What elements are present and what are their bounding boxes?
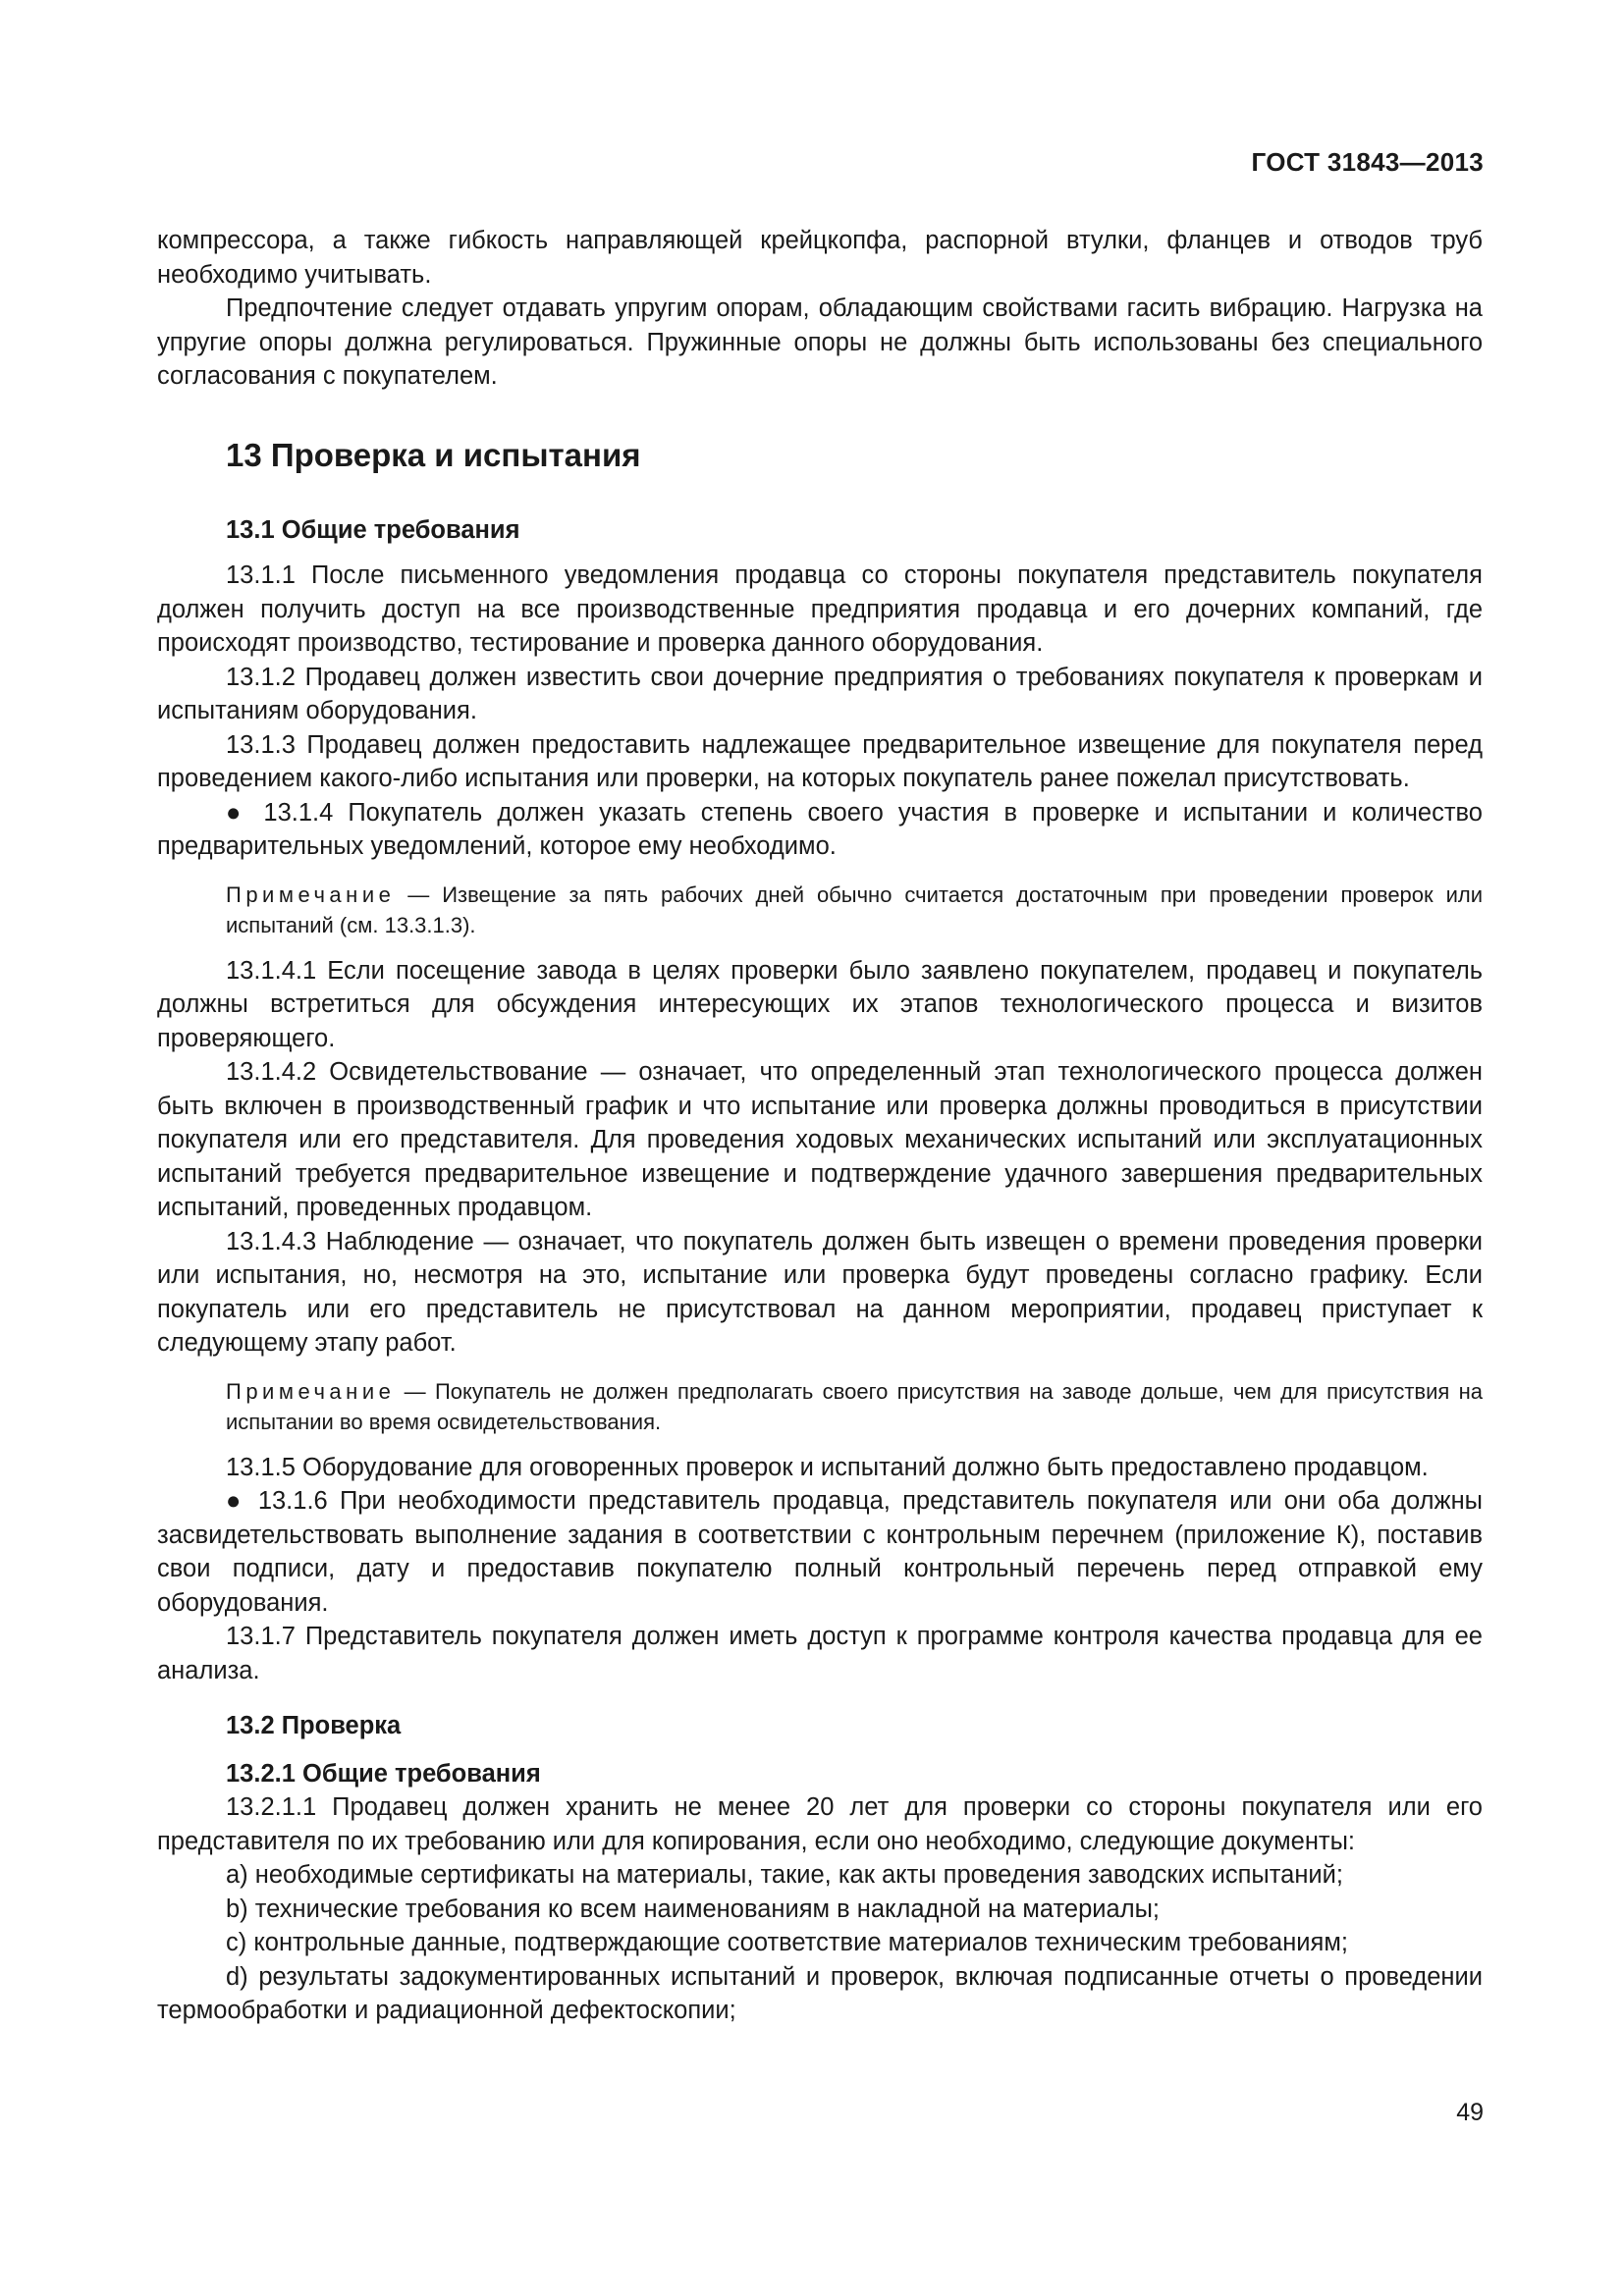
paragraph-13-1-5: 13.1.5 Оборудование для оговоренных проверок и испытаний должно быть предоставлено продавцом. <box>226 1453 1429 1481</box>
paragraph-supports: Предпочтение следует отдавать упругим опорам, обладающим свойствами гасить вибрацию. Нагрузка на упругие опоры должна регулироваться. Пружинные опоры не должны быть использованы без специального согласования с покупателем. <box>157 294 1483 390</box>
standard-header: ГОСТ 31843—2013 <box>1251 147 1484 177</box>
note-1-text: — Извещение за пять рабочих дней обычно считается достаточным при проведении проверок или испытаний (см. 13.3.1.3). <box>226 881 1483 937</box>
list-item-a: a) необходимые сертификаты на материалы, такие, как акты проведения заводских испытаний; <box>226 1861 1343 1889</box>
note-2-lead: Примечание <box>226 1378 396 1404</box>
document-body <box>157 224 1483 2028</box>
subsection-heading-13-2-1: 13.2.1 Общие требования <box>226 1759 541 1788</box>
note-1-lead: Примечание <box>226 881 396 907</box>
list-item-c: c) контрольные данные, подтверждающие соответствие материалов техническим требованиям; <box>226 1929 1348 1956</box>
section-heading-13: 13 Проверка и испытания <box>226 436 641 473</box>
paragraph-13-1-7: 13.1.7 Представитель покупателя должен иметь доступ к программе контроля качества продавца для ее анализа. <box>157 1623 1483 1684</box>
paragraph-13-1-3: 13.1.3 Продавец должен предоставить надлежащее предварительное извещение для покупателя перед проведением какого-либо испытания или проверки, на которых покупатель ранее пожелал присутствовать. <box>157 730 1483 792</box>
note-2 <box>157 1376 1483 1437</box>
paragraph-13-1-4: ● 13.1.4 Покупатель должен указать степень своего участия в проверке и испытании и количество предварительных уведомлений, которое ему необходимо. <box>157 798 1483 860</box>
paragraph-continuation: компрессора, а также гибкость направляющей крейцкопфа, распорной втулки, фланцев и отводов труб необходимо учитывать. <box>157 227 1483 289</box>
note-2-text: — Покупатель не должен предполагать своего присутствия на заводе дольше, чем для присутствия на испытании во время освидетельствования. <box>226 1378 1483 1434</box>
list-item-b: b) технические требования ко всем наименованиям в накладной на материалы; <box>226 1895 1160 1923</box>
paragraph-13-1-4-3: 13.1.4.3 Наблюдение — означает, что покупатель должен быть извещен о времени проведения проверки или испытания, но, несмотря на это, испытание или проверка будут проведены согласно графику. Если покупатель или его представитель не присутствовал на данном мероприятии, продавец приступает к следующему этапу работ. <box>157 1227 1483 1357</box>
paragraph-13-1-4-2: 13.1.4.2 Освидетельствование — означает, что определенный этап технологического процесса должен быть включен в производственный график и что испытание или проверка должны проводиться в присутствии покупателя или его представителя. Для проведения ходовых механических испытаний или эксплуатационных испытаний требуется предварительное извещение и подтверждение удачного завершения предварительных испытаний, проведенных продавцом. <box>157 1058 1483 1221</box>
paragraph-13-1-4-1: 13.1.4.1 Если посещение завода в целях проверки было заявлено покупателем, продавец и покупатель должны встретиться для обсуждения интересующих их этапов технологического процесса и визитов проверяющего. <box>157 956 1483 1052</box>
note-1 <box>157 880 1483 940</box>
paragraph-13-1-2: 13.1.2 Продавец должен известить свои дочерние предприятия о требованиях покупателя к проверкам и испытаниям оборудования. <box>157 663 1483 724</box>
subsection-heading-13-1: 13.1 Общие требования <box>226 515 520 544</box>
paragraph-13-2-1-1: 13.2.1.1 Продавец должен хранить не менее 20 лет для проверки со стороны покупателя или его представителя по их требованию или для копирования, если оно необходимо, следующие документы: <box>157 1793 1483 1855</box>
list-item-d: d) результаты задокументированных испытаний и проверок, включая подписанные отчеты о проведении термообработки и радиационной дефектоскопии; <box>157 1962 1483 2024</box>
page-number: 49 <box>1456 2099 1484 2126</box>
paragraph-13-1-1: 13.1.1 После письменного уведомления продавца со стороны покупателя представитель покупателя должен получить доступ на все производственные предприятия продавца и его дочерних компаний, где происходят производство, тестирование и проверка данного оборудования. <box>157 561 1483 657</box>
subsection-heading-13-2: 13.2 Проверка <box>226 1712 402 1739</box>
paragraph-13-1-6: ● 13.1.6 При необходимости представитель продавца, представитель покупателя или они оба должны засвидетельствовать выполнение задания в соответствии с контрольным перечнем (приложение К), поставив свои подписи, дату и предоставив покупателю полный контрольный перечень перед отправкой ему оборудования. <box>157 1487 1483 1617</box>
